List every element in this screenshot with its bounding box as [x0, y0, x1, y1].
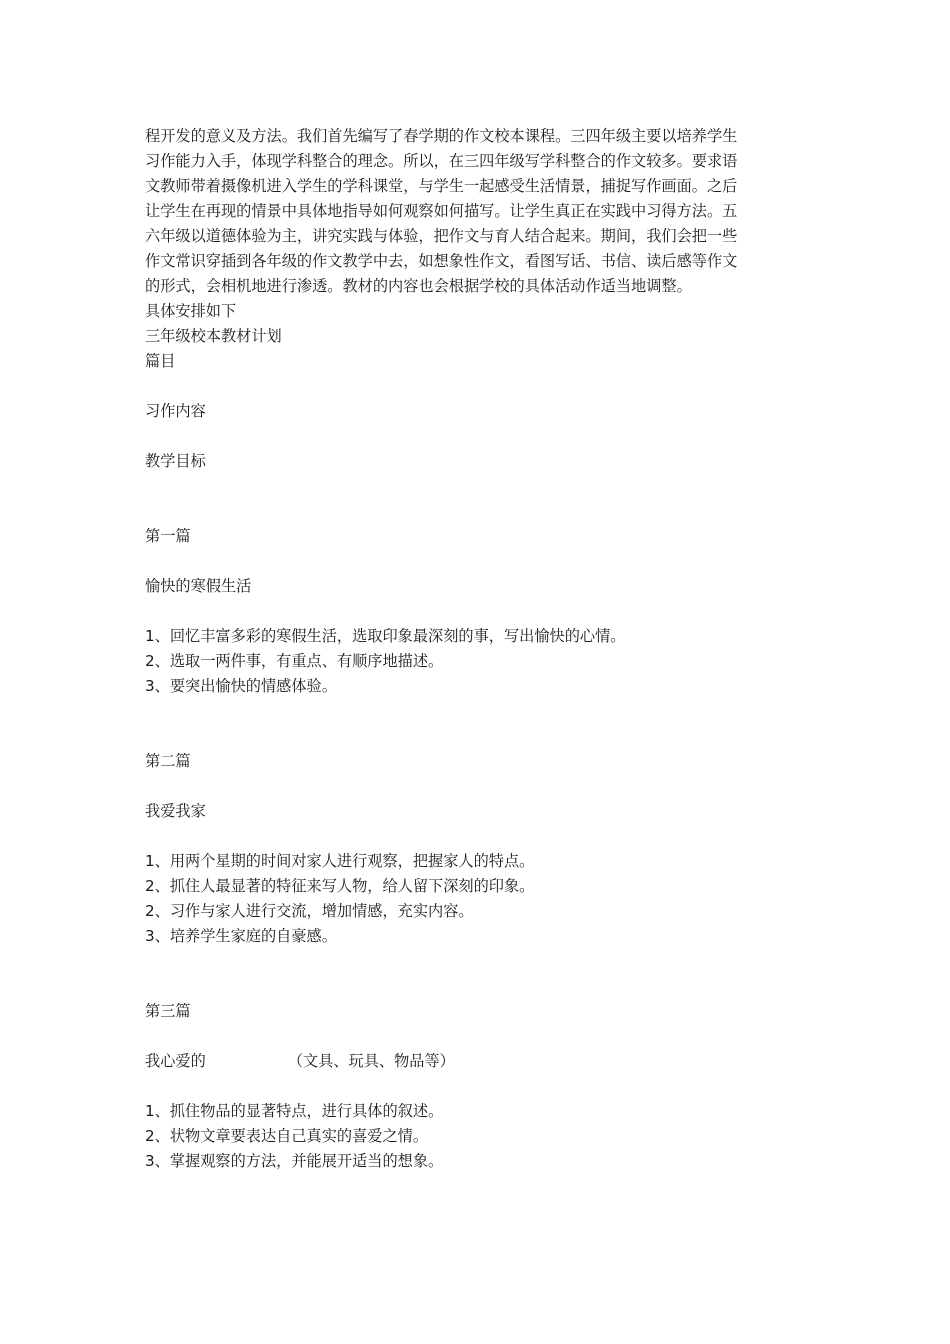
chapter-name: 第一篇 [145, 527, 191, 545]
chapter-goal: 2、选取一两件事，有重点、有顺序地描述。 [145, 652, 444, 670]
chapter-goal: 1、抓住物品的显著特点，进行具体的叙述。 [145, 1102, 444, 1120]
chapter-goal: 3、培养学生家庭的自豪感。 [145, 927, 337, 945]
intro-paragraph [145, 124, 815, 299]
chapter-goal: 1、用两个星期的时间对家人进行观察，把握家人的特点。 [145, 852, 535, 870]
chapter-topic [145, 799, 815, 824]
intro-line: 文教师带着摄像机进入学生的学科课堂，与学生一起感受生活情景，捕捉写作画面。之后 [145, 177, 738, 195]
chapter-topic-text: 我爱我家 [145, 802, 206, 820]
header-chapter: 篇目 [145, 352, 176, 370]
chapter-goal: 2、状物文章要表达自己真实的喜爱之情。 [145, 1127, 429, 1145]
chapter-goal: 2、习作与家人进行交流，增加情感，充实内容。 [145, 902, 474, 920]
chapter-topic [145, 574, 815, 599]
arrangement-text: 具体安排如下 [145, 302, 237, 320]
chapter-topic-note: （文具、玩具、物品等） [287, 1052, 455, 1070]
chapter-name: 第二篇 [145, 752, 191, 770]
chapter-topic [145, 1049, 815, 1074]
chapter-goal: 3、要突出愉快的情感体验。 [145, 677, 337, 695]
chapter-topic-text: 愉快的寒假生活 [145, 577, 252, 595]
chapter-goal: 1、回忆丰富多彩的寒假生活，选取印象最深刻的事，写出愉快的心情。 [145, 627, 626, 645]
intro-line: 程开发的意义及方法。我们首先编写了春学期的作文校本课程。三四年级主要以培养学生 [145, 127, 738, 145]
chapter-section [145, 749, 815, 949]
document-body [145, 124, 815, 1174]
chapter-goal: 2、抓住人最显著的特征来写人物，给人留下深刻的印象。 [145, 877, 535, 895]
chapter-section [145, 524, 815, 699]
header-goals: 教学目标 [145, 452, 206, 470]
chapter-topic-text: 我心爱的 [145, 1052, 206, 1070]
intro-line: 让学生在再现的情景中具体地指导如何观察如何描写。让学生真正在实践中习得方法。五 [145, 202, 738, 220]
plan-title: 三年级校本教材计划 [145, 327, 282, 345]
intro-line: 作文常识穿插到各年级的作文教学中去，如想象性作文，看图写话、书信、读后感等作文 [145, 252, 738, 270]
intro-line: 六年级以道德体验为主，讲究实践与体验，把作文与育人结合起来。期间，我们会把一些 [145, 227, 738, 245]
intro-line: 习作能力入手，体现学科整合的理念。所以，在三四年级写学科整合的作文较多。要求语 [145, 152, 738, 170]
chapter-section [145, 999, 815, 1174]
chapter-name: 第三篇 [145, 1002, 191, 1020]
header-content: 习作内容 [145, 402, 206, 420]
intro-line: 的形式，会相机地进行渗透。教材的内容也会根据学校的具体活动作适当地调整。 [145, 277, 692, 295]
chapter-goal: 3、掌握观察的方法，并能展开适当的想象。 [145, 1152, 444, 1170]
